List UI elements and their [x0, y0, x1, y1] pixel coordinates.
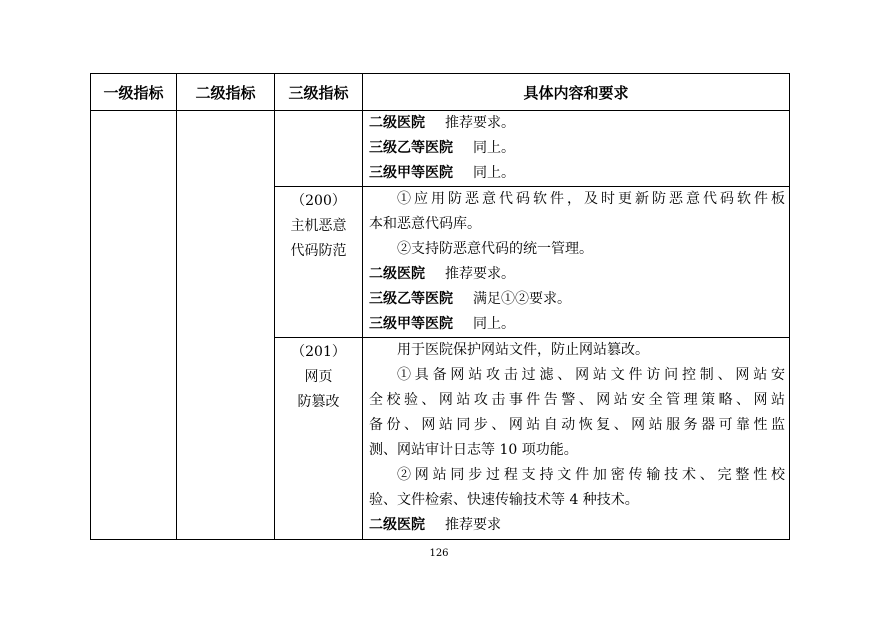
content-line: 测、网站审计日志等 10 项功能。	[369, 442, 578, 458]
header-level2: 二级指标	[177, 74, 275, 111]
table-row-continued	[91, 111, 790, 187]
content-line: 用于医院保护网站文件，防止网站篡改。	[397, 342, 649, 358]
grade-line: 二级医院 推荐要求	[369, 517, 501, 533]
content-cell-malware	[363, 187, 790, 338]
page-number: 126	[429, 548, 449, 559]
indicator-name: 主机恶意	[290, 218, 347, 234]
grade-line: 三级甲等医院 同上。	[369, 316, 515, 332]
content-line: ①具备网站攻击过滤、网站文件访问控制、网站安	[397, 367, 785, 383]
content-line: ①应用防恶意代码软件，及时更新防恶意代码软件板	[397, 191, 785, 207]
content-line: ②支持防恶意代码的统一管理。	[397, 241, 593, 257]
grade-line: 三级乙等医院 满足①②要求。	[369, 291, 571, 307]
level3-cell-web	[275, 338, 363, 540]
content-line: 本和恶意代码库。	[369, 216, 481, 232]
indicator-code: （201）	[291, 344, 346, 360]
content-line: ②网站同步过程支持文件加密传输技术、完整性校	[397, 467, 785, 483]
header-row	[91, 74, 790, 111]
grade-line: 二级医院 推荐要求。	[369, 115, 515, 131]
indicator-name: 网页	[304, 369, 333, 385]
content-line: 验、文件检索、快速传输技术等 4 种技术。	[369, 492, 639, 508]
level2-cell	[177, 111, 275, 540]
level3-cell-malware	[275, 187, 363, 338]
indicator-code: （200）	[291, 193, 346, 209]
requirements-table	[90, 73, 790, 540]
level3-cell-empty	[275, 111, 363, 187]
content-line: 备份、网站同步、网站自动恢复、网站服务器可靠性监	[369, 417, 785, 433]
content-line: 全校验、网站攻击事件告警、网站安全管理策略、网站	[369, 392, 785, 408]
header-content: 具体内容和要求	[363, 74, 790, 111]
level1-cell	[91, 111, 177, 540]
indicator-name: 防篡改	[297, 394, 340, 410]
indicator-name: 代码防范	[290, 243, 347, 259]
content-cell-continued	[363, 111, 790, 187]
header-level1: 一级指标	[91, 74, 177, 111]
header-level3: 三级指标	[275, 74, 363, 111]
grade-line: 三级甲等医院 同上。	[369, 165, 515, 181]
content-cell-web	[363, 338, 790, 540]
grade-line: 二级医院 推荐要求。	[369, 266, 515, 282]
grade-line: 三级乙等医院 同上。	[369, 140, 515, 156]
